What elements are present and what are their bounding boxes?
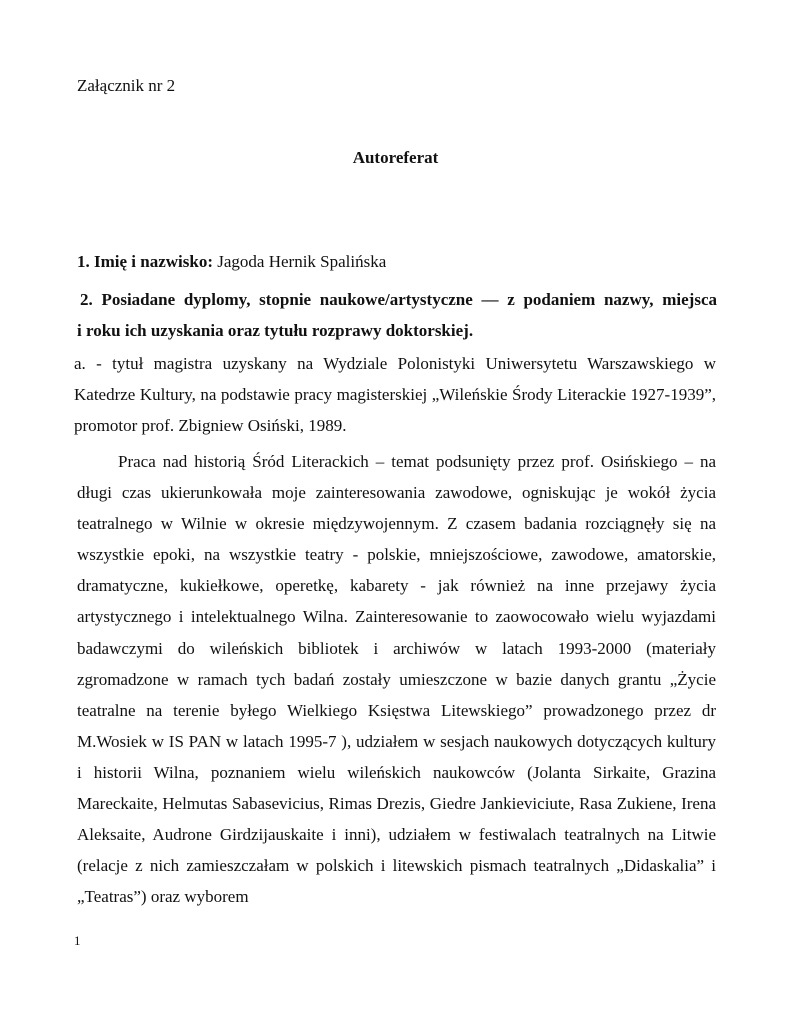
diplomas-heading: [77, 284, 717, 346]
page-number: 1: [74, 933, 81, 948]
document-title: Autoreferat: [352, 148, 439, 167]
masters-degree-item: a. - tytuł magistra uzyskany na Wydziale Polonistyki Uniwersytetu Warszawskiego w Katedrze Kultury, na podstawie pracy magisterskiej „Wileńskie Środy Literackie 1927-1939”, promotor prof. Zbigniew Osiński, 1989.: [74, 354, 716, 435]
diplomas-heading-line-1: 2. Posiadane dyplomy, stopnie naukowe/artystyczne — z podaniem nazwy, miejsca: [80, 290, 717, 309]
name-field: [77, 252, 386, 272]
diplomas-heading-line-2: i roku ich uzyskania oraz tytułu rozprawy doktorskiej.: [77, 321, 474, 340]
name-field-value: Jagoda Hernik Spalińska: [213, 252, 387, 271]
name-field-label: 1. Imię i nazwisko:: [77, 252, 213, 271]
body-paragraph: Praca nad historią Śród Literackich – temat podsunięty przez prof. Osińskiego – na długi czas ukierunkowała moje zainteresowania zawodowe, ogniskując je wokół życia teatralnego w Wilnie w okresie międzywojennym. Z czasem badania rozciągnęły się na wszystkie epoki, na wszystkie teatry - polskie, mniejszościowe, zawodowe, amatorskie, dramatyczne, kukiełkowe, operetkę, kabarety - jak również na inne przejawy życia artystycznego i intelektualnego Wilna. Zainteresowanie to zaowocowało wielu wyjazdami badawczymi do wileńskich bibliotek i archiwów w latach 1993-2000 (materiały zgromadzone w ramach tych badań zostały umieszczone w bazie danych grantu „Życie teatralne na terenie byłego Wielkiego Księstwa Litewskiego” prowadzonego przez dr M.Wosiek w IS PAN w latach 1995-7 ), udziałem w sesjach naukowych dotyczących kultury i historii Wilna, poznaniem wielu wileńskich naukowców (Jolanta Sirkaite, Grazina Mareckaite, Helmutas Sabasevicius, Rimas Drezis, Giedre Jankieviciute, Rasa Zukiene, Irena Aleksaite, Audrone Girdzijauskaite i inni), udziałem w festiwalach teatralnych na Litwie (relacje z nich zamieszczałam w polskich i litewskich pismach teatralnych „Didaskalia” i „Teatras”) oraz wyborem: [77, 452, 716, 907]
attachment-label: Załącznik nr 2: [77, 76, 176, 95]
